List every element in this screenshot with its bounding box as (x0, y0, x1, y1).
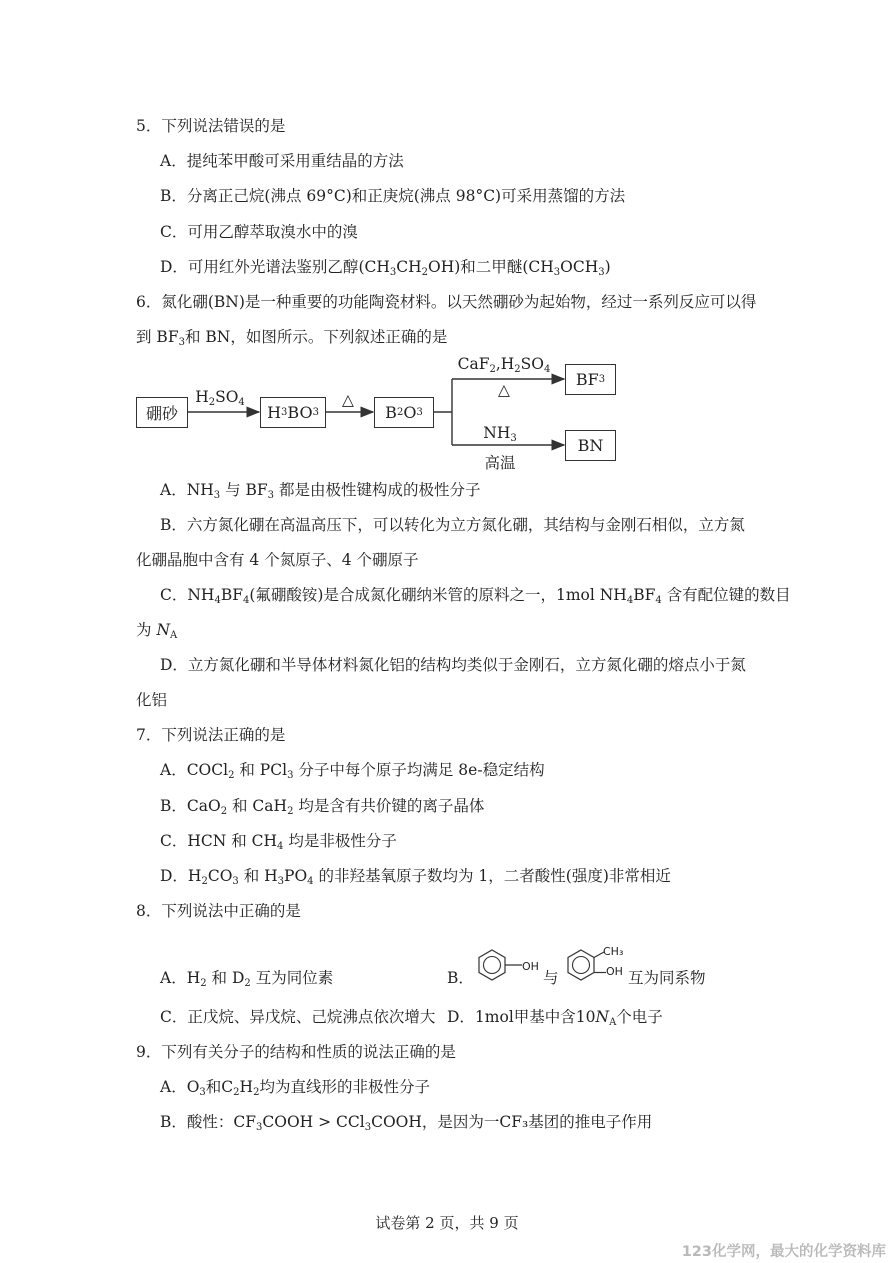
label-heat-2: △ (498, 381, 510, 399)
q6-option-b-line2: 化硼晶胞中含有 4 个氮原子、4 个硼原子 (136, 551, 419, 569)
q5-stem: 5．下列说法错误的是 (136, 117, 286, 135)
phenol-oh-label: OH (522, 960, 539, 973)
box-borax: 硼砂 (136, 397, 188, 428)
q8-stem: 8．下列说法中正确的是 (136, 902, 301, 920)
q9-stem: 9．下列有关分子的结构和性质的说法正确的是 (136, 1043, 456, 1061)
label-nh3: $NH_3$ (483, 424, 517, 444)
watermark: 123化学网，最大的化学资料库 (681, 1244, 886, 1260)
q5-option-a: A．提纯苯甲酸可采用重结晶的方法 (160, 152, 404, 170)
label-high-temp: 高温 (484, 454, 516, 472)
q6-option-d-line1: D．立方氮化硼和半导体材料氮化铝的结构均类似于金刚石，立方氮化硼的熔点小于氮 (160, 656, 746, 674)
cresol-oh-label: OH (606, 965, 623, 978)
cresol-ch3-label: CH₃ (603, 945, 624, 958)
q5-option-c: C．可用乙醇萃取溴水中的溴 (160, 223, 358, 241)
page-footer: 试卷第 2 页，共 9 页 (375, 1214, 519, 1232)
q6-stem-line1: 6．氮化硼(BN)是一种重要的功能陶瓷材料。以天然硼砂为起始物，经过一系列反应可以得 (136, 293, 757, 311)
q8-option-d: D．1mol甲基中含$10N_A$个电子 (447, 1008, 663, 1028)
q8-option-b-with: 与 (543, 969, 559, 987)
q8-option-b-text: 互为同系物 (628, 969, 706, 987)
box-bn: BN (565, 430, 616, 461)
q5-option-b: B．分离正己烷(沸点 69°C)和正庚烷(沸点 98°C)可采用蒸馏的方法 (160, 187, 626, 205)
q6-option-d-line2: 化铝 (136, 691, 168, 709)
label-caf2-h2so4: $CaF_2,H_2SO_4$ (457, 355, 551, 375)
q7-option-d: D．$H_2CO_3$ 和 $H_3PO_4$ 的非羟基氧原子数均为 1，二者酸性(强度)非常相近 (160, 867, 671, 887)
box-bf3: BF 3 (565, 364, 616, 395)
q6-stem-line2: 到 $BF_3$和 BN，如图所示。下列叙述正确的是 (136, 328, 448, 348)
q7-option-b: B．CaO$_2$ 和 CaH$_2$ 均是含有共价键的离子晶体 (160, 797, 485, 817)
label-heat: △ (342, 391, 354, 409)
q9-option-b: B．酸性：$CF_3COOH$ > CCl$_3$COOH，是因为一CF₃基团的推电子作用 (160, 1113, 653, 1133)
label-h2so4: $H_2SO_4$ (195, 388, 245, 408)
q7-option-a: A．COCl$_2$ 和 PCl$_3$ 分子中每个原子均满足 8e-稳定结构 (160, 761, 545, 781)
phenol-structure (479, 950, 522, 980)
q5-option-d: D．可用红外光谱法鉴别乙醇$(CH_3CH_2OH)$和二甲醚$(CH_3OCH_3)$ (160, 258, 611, 278)
q6-option-a: A．$NH_3$ 与 $BF_3$ 都是由极性键构成的极性分子 (160, 481, 481, 501)
q7-option-c: C．HCN 和 $CH_4$ 均是非极性分子 (160, 832, 397, 852)
cresol-structure (568, 950, 606, 980)
q6-option-b-line1: B．六方氮化硼在高温高压下，可以转化为立方氮化硼，其结构与金刚石相似，立方氮 (160, 516, 745, 534)
box-h3bo3: H 3 BO 3 (260, 397, 326, 428)
box-b2o3: B 2 O 3 (374, 397, 434, 428)
q8-option-b-label: B． (447, 969, 474, 987)
q8-option-c: C．正戊烷、异戊烷、己烷沸点依次增大 (160, 1008, 436, 1026)
q6-option-c-line2: 为 $N_A$ (136, 621, 178, 641)
q9-option-a: A．$O_3$和$C_2H_2$均为直线形的非极性分子 (160, 1078, 430, 1098)
q8-option-a: A．$H_2$ 和 $D_2$ 互为同位素 (160, 969, 334, 989)
q7-stem: 7．下列说法正确的是 (136, 726, 286, 744)
q6-option-c-line1: C．$NH_4BF_4$(氟硼酸铵)是合成氮化硼纳米管的原料之一，1mol $NH_4BF_4$ 含有配位键的数目 (160, 586, 791, 606)
